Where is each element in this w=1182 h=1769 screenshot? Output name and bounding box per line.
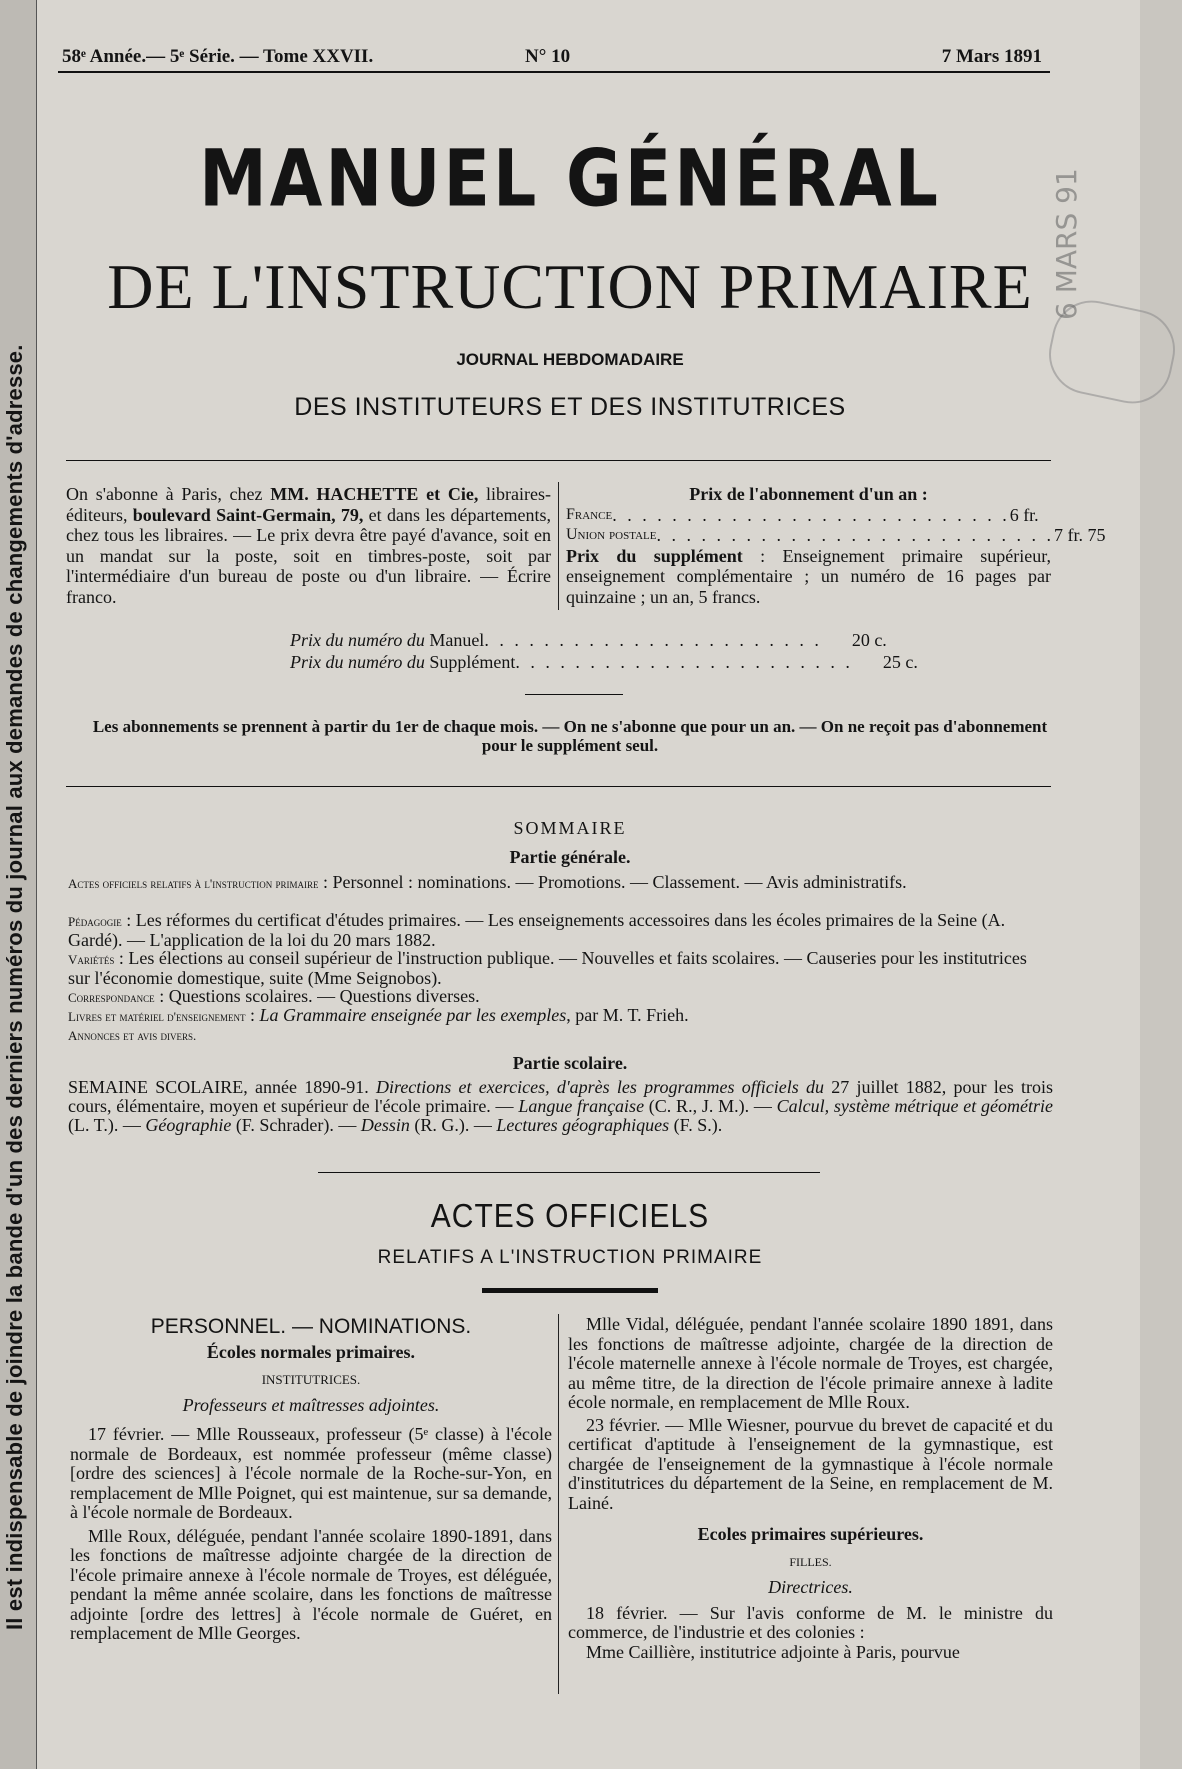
journal-type: JOURNAL HEBDOMADAIRE [456, 350, 684, 369]
subscription-prices [566, 484, 1106, 607]
price-title: Prix de l'abonnement d'un an : [689, 484, 928, 504]
price-supplement: Prix du supplément : Enseignement primaire supérieur, enseignement complémentaire ; un numéro de 16 pages par quinzaine ; un an, 5 francs. [566, 545, 1051, 607]
price-france: France . . . . . . . . . . . . . . . . . . . . . . . . . . . 6 fr. [566, 504, 1039, 525]
column-divider [558, 1314, 559, 1694]
audience-line: DES INSTITUTEURS ET DES INSTITUTRICES [294, 393, 846, 421]
issue-volume: 58ᵉ Année.— 5ᵉ Série. — Tome XXVII. [62, 46, 374, 67]
actes-subtitle: RELATIFS A L'INSTRUCTION PRIMAIRE [377, 1247, 763, 1268]
summary-title: SOMMAIRE [513, 818, 627, 838]
nomination-vidal: Mlle Vidal, déléguée, pendant l'année scolaire 1890 1891, dans les fonctions de maîtresse adjointe, chargée de la direction de l'école maternelle annexe à l'école normale de Troyes, est chargée, au même titre, de la direction de l'école primaire annexe à ladite école normale, en remplacement de Mlle Roux. [568, 1314, 1053, 1412]
summary-rule [318, 1172, 820, 1173]
institutrices-heading: INSTITUTRICES. [261, 1372, 361, 1387]
nomination-roux: Mlle Roux, déléguée, pendant l'année scolaire 1890-1891, dans les fonctions de maîtresse adjointe chargée de la direction de l'école primaire annexe à l'école normale de Troyes, est déléguée, pendant la même année scolaire, dans les fonctions de maîtresse adjointe [ordre des lettres] à l'école normale de Guéret, en remplacement de Mlle Georges. [70, 1525, 552, 1643]
date-stamp: 6 MARS 91 [1050, 168, 1083, 320]
ecoles-superieures-heading: Ecoles primaires supérieures. [697, 1524, 924, 1544]
summary-annonces: Annonces et avis divers. [68, 1028, 197, 1043]
nomination-wiesner: 23 février. — Mlle Wiesner, pourvue du brevet de capacité et du certificat d'aptitude à l'enseignement de la gymnastique, est chargée de l'enseignement de la gymnastique à l'école normale d'institutrices du département de la Seine, en remplacement de M. Lainé. [568, 1414, 1053, 1513]
right-column [568, 1315, 1053, 1662]
masthead-rule [66, 460, 1051, 461]
directrices-heading: Directrices. [768, 1577, 853, 1597]
summary-livres: Livres et matériel d'enseignement : La Grammaire enseignée par les exemples, par M. T. Frieh. [68, 1005, 689, 1025]
decree-intro: 18 février. — Sur l'avis conforme de M. le ministre du commerce, de l'industrie et des colonies : [568, 1602, 1053, 1642]
summary-pedagogie: Pédagogie : Les réformes du certificat d'études primaires. — Les enseignements accessoires dans les écoles primaires de la Seine (A. Gardé). — L'application de la loi du 20 mars 1882. [68, 910, 1006, 950]
notice-rule [66, 786, 1051, 787]
left-column [70, 1317, 552, 1644]
section-scolaire: Partie scolaire. [512, 1053, 628, 1073]
masthead-subtitle: DE L'INSTRUCTION PRIMAIRE [107, 251, 1033, 322]
issue-number: N° 10 [525, 46, 571, 67]
nomination-cailliere: Mme Caillière, institutrice adjointe à Paris, pourvue [586, 1641, 960, 1662]
short-rule [525, 694, 623, 695]
address-change-notice: Il est indispensable de joindre la bande d'un des derniers numéros du journal aux demandes de changements d'adresse. [2, 344, 27, 1630]
subscription-notice: Les abonnements se prennent à partir du 1er de chaque mois. — On ne s'abonne que pour un an. — On ne reçoit pas d'abonnement pour le supplément seul. [92, 717, 1048, 755]
summary-semaine: SEMAINE SCOLAIRE, année 1890-91. Directions et exercices, d'après les programmes officiels du 27 juillet 1882, pour les trois cours, élémentaire, moyen et supérieur de l'école primaire. — Langue française (C. R., J. M.). — Calcul, système métrique et géométrie (L. T.). — Géographie (F. Schrader). — Dessin (R. G.). — Lectures géographiques (F. S.). [68, 1077, 1054, 1135]
price-issue-supplement: Prix du numéro du Supplément . . . . . . . . . . . . . . . . . . . . . . . 25 c. [290, 652, 918, 672]
subscription-info: On s'abonne à Paris, chez MM. HACHETTE et Cie, libraires-éditeurs, boulevard Saint-Germain, 79, et dans les départements, chez tous les libraires. — Le prix devra être payé d'avance, soit en un mandat sur la poste, soit en timbres-poste, soit par l'intermédiaire d'un bureau de poste ou d'un libraire. — Écrire franco. [66, 484, 552, 607]
filles-heading: FILLES. [789, 1554, 832, 1569]
summary-varietes: Variétés : Les élections au conseil supérieur de l'instruction publique. — Nouvelles et faits scolaires. — Causeries pour les institutrices sur l'économie domestique, suite (Mme Seignobos). [68, 948, 1027, 988]
masthead-title: MANUEL GÉNÉRAL [199, 134, 941, 225]
actes-title: ACTES OFFICIELS [430, 1198, 710, 1235]
actes-rule [482, 1288, 658, 1293]
nomination-rousseaux: 17 février. — Mlle Rousseaux, professeur (5ᵉ classe) à l'école normale de Bordeaux, est nommée professeur (même classe) [ordre des sciences] à l'école normale de la Roche-sur-Yon, en remplacement de Mlle Poignet, qui est maintenue, sur sa demande, à l'école normale de Bordeaux. [70, 1424, 552, 1522]
professeurs-heading: Professeurs et maîtresses adjointes. [182, 1394, 440, 1415]
section-general: Partie générale. [509, 847, 631, 867]
summary-correspondance: Correspondance : Questions scolaires. — Questions diverses. [68, 986, 480, 1006]
issue-date: 7 Mars 1891 [941, 46, 1042, 67]
header-rule [58, 71, 1050, 73]
ecoles-normales-heading: Écoles normales primaires. [206, 1341, 416, 1362]
price-union: Union postale . . . . . . . . . . . . . . . . . . . . . . . . . . . 7 fr. 75 [566, 525, 1106, 545]
summary-actes: Actes officiels relatifs à l'instruction primaire : Personnel : nominations. — Promotions. — Classement. — Avis administratifs. [68, 872, 907, 892]
subscription-divider [558, 482, 559, 610]
personnel-heading: PERSONNEL. — NOMINATIONS. [150, 1315, 472, 1338]
price-issue-manuel: Prix du numéro du Manuel . . . . . . . . . . . . . . . . . . . . . . . 20 c. [290, 630, 887, 650]
